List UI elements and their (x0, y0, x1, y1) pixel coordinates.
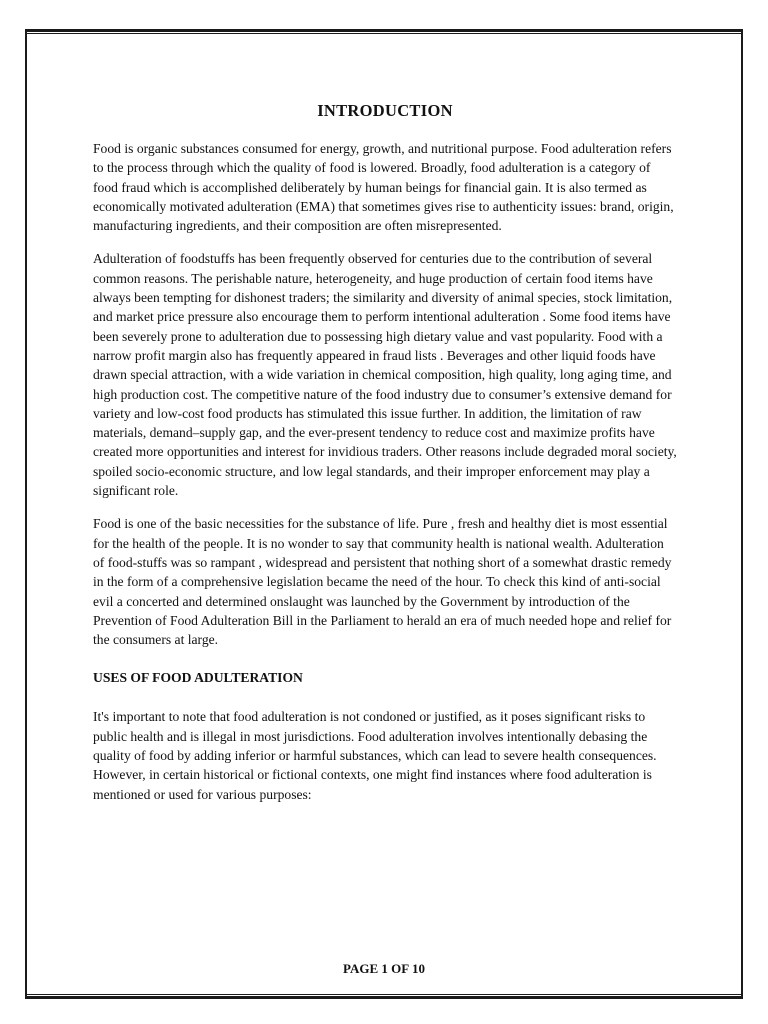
intro-paragraph-1: Food is organic substances consumed for energy, growth, and nutritional purpose. Food adulteration refers to the process through which the quality of food is lowered. Broadly, food adulteration is a category of food fraud which is accomplished deliberately by human beings for financial gain. It is also termed as economically motivated adulteration (EMA) that sometimes gives rise to authenticity issues: brand, origin, manufacturing ingredients, and their composition are often misrepresented. (93, 141, 674, 234)
section-heading: USES OF FOOD ADULTERATION (93, 670, 303, 686)
page-border-right (741, 29, 743, 999)
page-border-bottom-inner (25, 994, 743, 995)
intro-paragraph-3: Food is one of the basic necessities for the substance of life. Pure , fresh and healthy diet is most essential for the health of the people. It is no wonder to say that community health is national wealth. Adulteration of food-stuffs was so rampant , widespread and persistent that nothing short of a somewhat drastic remedy in the form of a comprehensive legislation became the need of the hour. To check this kind of anti-social evil a concerted and determined onslaught was launched by the Government by introduction of the Prevention of Food Adulteration Bill in the Parliament to herald an era of much needed hope and relief for the consumers at large. (93, 516, 672, 648)
page-title: INTRODUCTION (317, 101, 453, 120)
page-border-left (25, 29, 27, 999)
page-border-bottom (25, 996, 743, 999)
page-border-top-inner (25, 33, 743, 34)
section-paragraph: It's important to note that food adulteration is not condoned or justified, as it poses significant risks to public health and is illegal in most jurisdictions. Food adulteration involves intentionally debasing the quality of food by adding inferior or harmful substances, which can lead to severe health consequences. However, in certain historical or fictional contexts, one might find instances where food adulteration is mentioned or used for various purposes: (93, 709, 657, 802)
intro-paragraph-2: Adulteration of foodstuffs has been frequently observed for centuries due to the contribution of several common reasons. The perishable nature, heterogeneity, and huge production of certain food items have always been tempting for dishonest traders; the similarity and diversity of animal species, stock limitation, and market price pressure also encourage them to perform intentional adulteration . Some food items have been severely prone to adulteration due to possessing high dietary value and vast popularity. Food with a narrow profit margin also has frequently appeared in fraud lists . Beverages and other liquid foods have drawn special attraction, with a wide variation in chemical composition, high quality, long aging time, and high production cost. The competitive nature of the food industry due to consumer’s extensive demand for variety and low-cost food products has stimulated this issue further. In addition, the limitation of raw materials, demand–supply gap, and the ever-present tendency to reduce cost and maximize profits have created more opportunities and interest for invidious traders. Other reasons include degraded moral society, spoiled socio-economic structure, and low legal standards, and their improper enforcement may play a significant role. (93, 251, 677, 499)
page-content (93, 100, 677, 818)
page-number-footer: PAGE 1 OF 10 (343, 961, 425, 976)
page-border-top (25, 29, 743, 32)
